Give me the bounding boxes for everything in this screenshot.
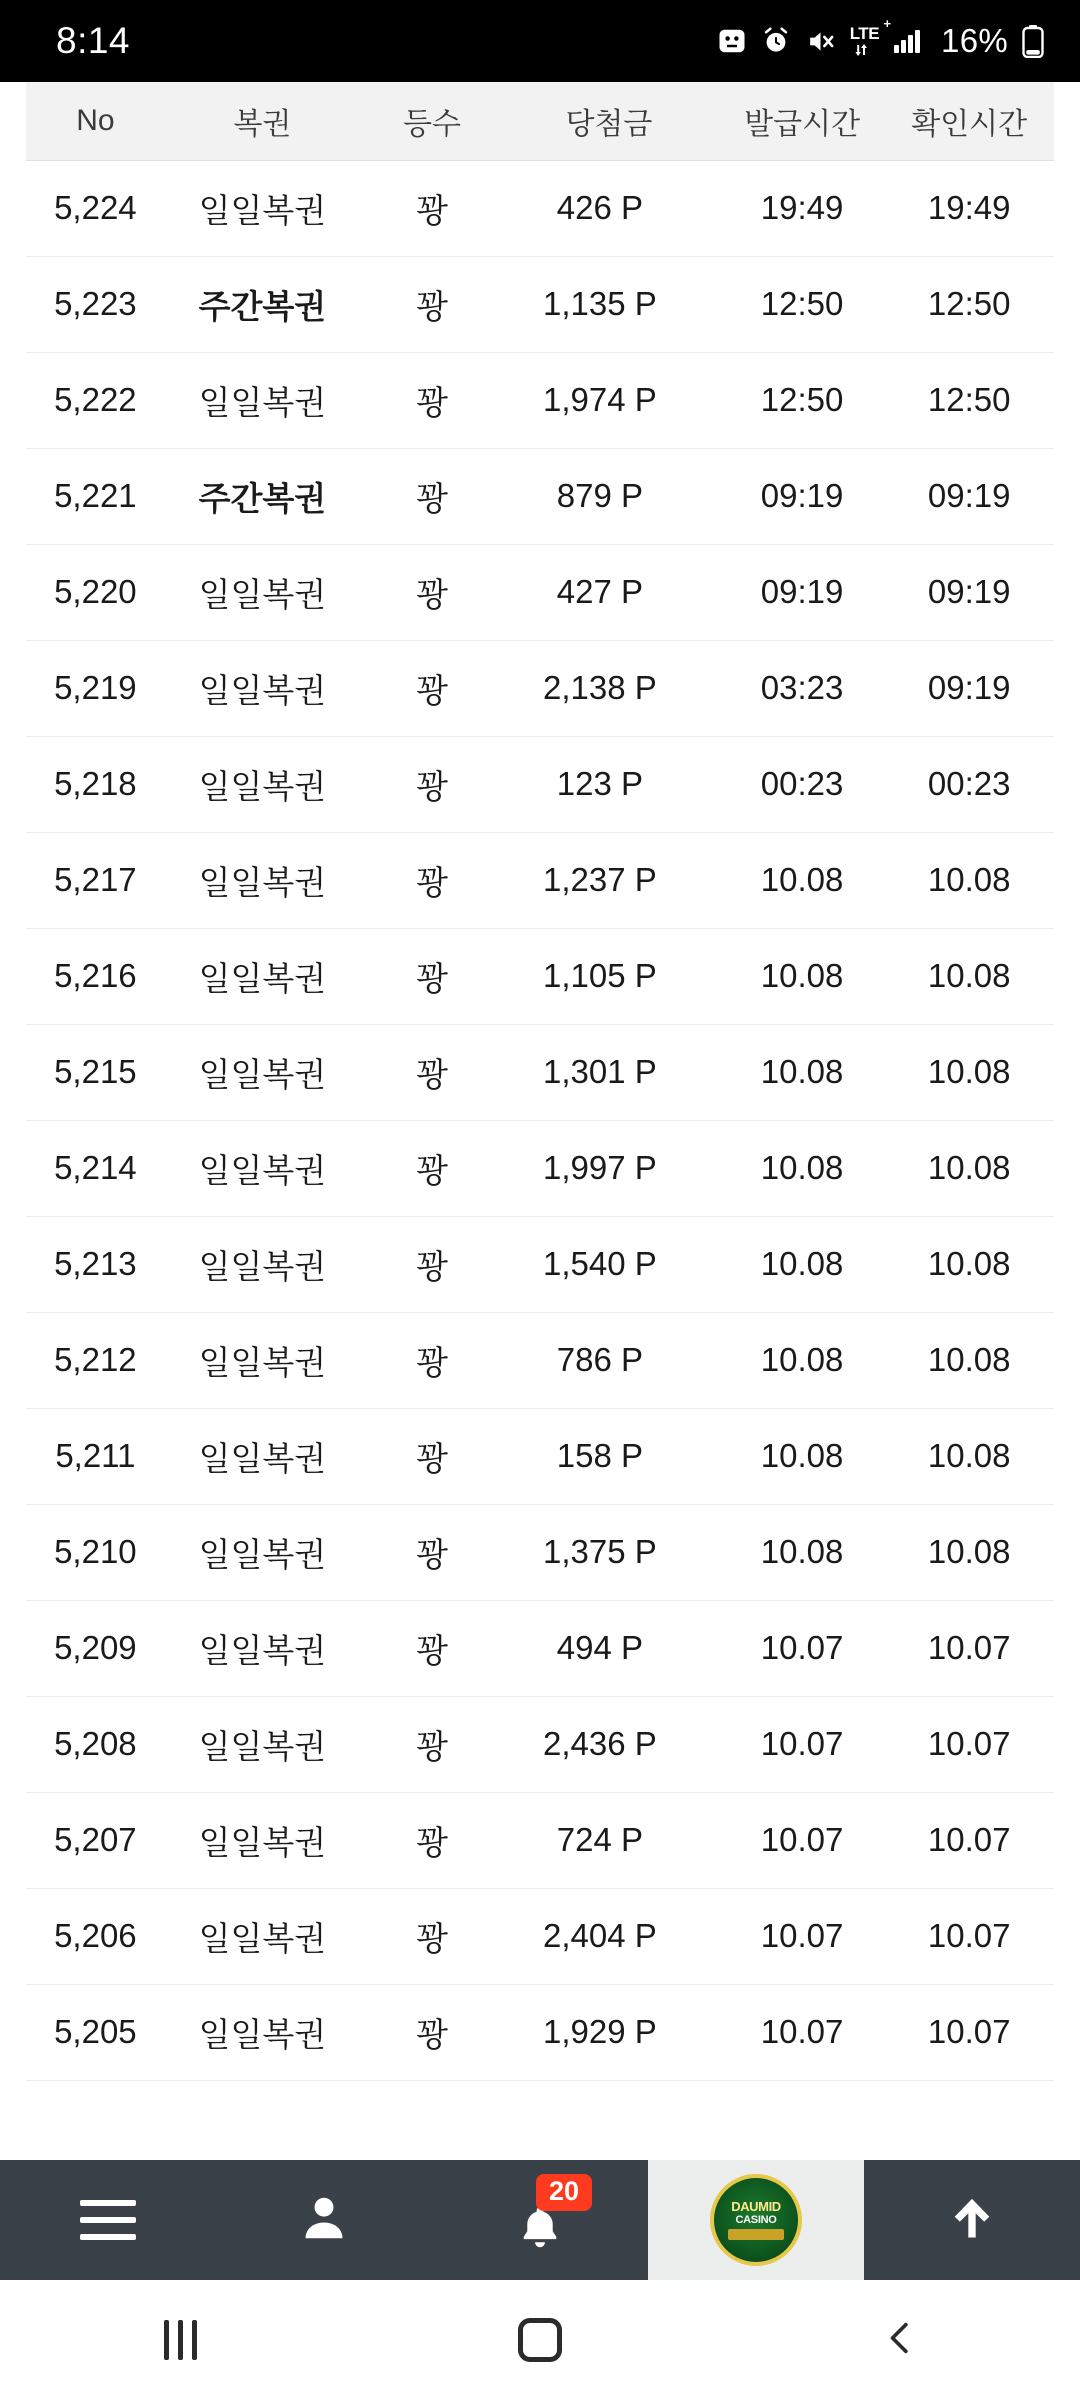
table-header-row xyxy=(26,82,1054,160)
lottery-prize: 1,301 P xyxy=(504,1024,720,1120)
lottery-prize: 1,540 P xyxy=(504,1216,720,1312)
lottery-type: 일일복권 xyxy=(165,1888,360,1984)
lottery-type: 일일복권 xyxy=(165,1792,360,1888)
lottery-check-time: 10.08 xyxy=(884,1504,1054,1600)
lottery-prize: 426 P xyxy=(504,160,720,256)
lottery-rank: 꽝 xyxy=(360,1312,504,1408)
lottery-no: 5,218 xyxy=(26,736,165,832)
lottery-no: 5,214 xyxy=(26,1120,165,1216)
lottery-rank: 꽝 xyxy=(360,448,504,544)
lottery-rank: 꽝 xyxy=(360,544,504,640)
lottery-rank: 꽝 xyxy=(360,1408,504,1504)
lottery-check-time: 12:50 xyxy=(884,256,1054,352)
bottom-navigation-bar xyxy=(0,2160,1080,2280)
home-icon xyxy=(518,2318,562,2362)
lottery-history-table xyxy=(26,82,1054,2081)
lottery-prize: 427 P xyxy=(504,544,720,640)
lottery-check-time: 19:49 xyxy=(884,160,1054,256)
lottery-no: 5,208 xyxy=(26,1696,165,1792)
lottery-rank: 꽝 xyxy=(360,928,504,1024)
casino-button[interactable] xyxy=(648,2160,864,2280)
lottery-prize: 123 P xyxy=(504,736,720,832)
system-navigation-bar xyxy=(0,2280,1080,2400)
table-row[interactable] xyxy=(26,256,1054,352)
recents-button[interactable] xyxy=(120,2280,240,2400)
column-header-check-time: 확인시간 xyxy=(884,82,1054,160)
table-row[interactable] xyxy=(26,1024,1054,1120)
lottery-issue-time: 03:23 xyxy=(720,640,884,736)
lottery-issue-time: 10.08 xyxy=(720,832,884,928)
lottery-check-time: 10.07 xyxy=(884,1792,1054,1888)
lottery-prize: 1,237 P xyxy=(504,832,720,928)
lottery-type: 일일복권 xyxy=(165,736,360,832)
lottery-no: 5,217 xyxy=(26,832,165,928)
table-row[interactable] xyxy=(26,1408,1054,1504)
lottery-type: 일일복권 xyxy=(165,1120,360,1216)
lottery-type: 일일복권 xyxy=(165,352,360,448)
lottery-issue-time: 10.08 xyxy=(720,1312,884,1408)
lottery-issue-time: 10.08 xyxy=(720,1216,884,1312)
lottery-no: 5,210 xyxy=(26,1504,165,1600)
lottery-issue-time: 10.07 xyxy=(720,1696,884,1792)
lottery-prize: 724 P xyxy=(504,1792,720,1888)
lottery-rank: 꽝 xyxy=(360,352,504,448)
lottery-no: 5,211 xyxy=(26,1408,165,1504)
lottery-no: 5,219 xyxy=(26,640,165,736)
back-chevron-icon xyxy=(880,2316,920,2365)
lottery-prize: 786 P xyxy=(504,1312,720,1408)
lottery-no: 5,209 xyxy=(26,1600,165,1696)
status-bar xyxy=(0,0,1080,82)
hamburger-menu-icon xyxy=(80,2200,136,2240)
lottery-rank: 꽝 xyxy=(360,1600,504,1696)
table-row[interactable] xyxy=(26,1792,1054,1888)
lottery-check-time: 10.08 xyxy=(884,1408,1054,1504)
lte-label: LTE xyxy=(849,24,880,43)
lottery-no: 5,221 xyxy=(26,448,165,544)
table-row[interactable] xyxy=(26,736,1054,832)
lottery-check-time: 10.07 xyxy=(884,1984,1054,2080)
table-row[interactable] xyxy=(26,1216,1054,1312)
table-row[interactable] xyxy=(26,448,1054,544)
table-row[interactable] xyxy=(26,1312,1054,1408)
lottery-issue-time: 10.07 xyxy=(720,1600,884,1696)
status-icons xyxy=(717,16,1044,60)
lottery-type: 일일복권 xyxy=(165,1024,360,1120)
lottery-type: 일일복권 xyxy=(165,1408,360,1504)
lottery-rank: 꽝 xyxy=(360,736,504,832)
lottery-rank: 꽝 xyxy=(360,1792,504,1888)
arrow-up-icon xyxy=(946,2192,998,2249)
battery-percent-label: 16% xyxy=(941,22,1008,59)
lottery-check-time: 10.07 xyxy=(884,1888,1054,1984)
lottery-prize: 1,997 P xyxy=(504,1120,720,1216)
casino-subtitle: CASINO xyxy=(735,2214,777,2227)
lottery-check-time: 10.07 xyxy=(884,1600,1054,1696)
lottery-prize: 1,375 P xyxy=(504,1504,720,1600)
profile-button[interactable] xyxy=(216,2160,432,2280)
lottery-prize: 879 P xyxy=(504,448,720,544)
table-row[interactable] xyxy=(26,1600,1054,1696)
lottery-no: 5,224 xyxy=(26,160,165,256)
lottery-check-time: 00:23 xyxy=(884,736,1054,832)
column-header-type: 복권 xyxy=(165,82,360,160)
lottery-rank: 꽝 xyxy=(360,256,504,352)
notifications-button[interactable] xyxy=(432,2160,648,2280)
lottery-check-time: 12:50 xyxy=(884,352,1054,448)
table-row[interactable] xyxy=(26,1120,1054,1216)
casino-badge-icon xyxy=(710,2174,802,2266)
lottery-prize: 2,138 P xyxy=(504,640,720,736)
back-button[interactable] xyxy=(840,2280,960,2400)
menu-button[interactable] xyxy=(0,2160,216,2280)
casino-title: DAUMID xyxy=(731,2198,781,2214)
column-header-no: No xyxy=(26,82,165,160)
lte-plus: + xyxy=(883,16,892,31)
table-row[interactable] xyxy=(26,352,1054,448)
lottery-type: 일일복권 xyxy=(165,1984,360,2080)
lottery-check-time: 10.08 xyxy=(884,1312,1054,1408)
lottery-prize: 158 P xyxy=(504,1408,720,1504)
lottery-no: 5,206 xyxy=(26,1888,165,1984)
recents-icon xyxy=(164,2320,197,2360)
lottery-check-time: 10.08 xyxy=(884,1216,1054,1312)
alarm-clock-icon xyxy=(761,26,791,56)
lottery-prize: 2,436 P xyxy=(504,1696,720,1792)
lottery-check-time: 10.08 xyxy=(884,1024,1054,1120)
lottery-type: 일일복권 xyxy=(165,640,360,736)
lottery-type: 일일복권 xyxy=(165,1312,360,1408)
home-button[interactable] xyxy=(480,2280,600,2400)
lottery-issue-time: 10.07 xyxy=(720,1792,884,1888)
lottery-type: 일일복권 xyxy=(165,1600,360,1696)
column-header-issue-time: 발급시간 xyxy=(720,82,884,160)
lottery-prize: 1,105 P xyxy=(504,928,720,1024)
lottery-no: 5,207 xyxy=(26,1792,165,1888)
lottery-rank: 꽝 xyxy=(360,160,504,256)
lottery-no: 5,216 xyxy=(26,928,165,1024)
table-row[interactable] xyxy=(26,544,1054,640)
lottery-prize: 1,135 P xyxy=(504,256,720,352)
lottery-issue-time: 12:50 xyxy=(720,256,884,352)
lottery-type: 주간복권 xyxy=(165,448,360,544)
lottery-issue-time: 10.07 xyxy=(720,1984,884,2080)
lottery-type: 주간복권 xyxy=(165,256,360,352)
lottery-issue-time: 10.08 xyxy=(720,1024,884,1120)
mute-icon xyxy=(805,26,836,57)
lottery-check-time: 09:19 xyxy=(884,448,1054,544)
lottery-rank: 꽝 xyxy=(360,1216,504,1312)
column-header-rank: 등수 xyxy=(360,82,504,160)
lottery-prize: 2,404 P xyxy=(504,1888,720,1984)
person-icon xyxy=(297,2191,351,2250)
lottery-type: 일일복권 xyxy=(165,928,360,1024)
lottery-type: 일일복권 xyxy=(165,1216,360,1312)
lottery-issue-time: 12:50 xyxy=(720,352,884,448)
lottery-no: 5,222 xyxy=(26,352,165,448)
lottery-issue-time: 10.08 xyxy=(720,928,884,1024)
lottery-rank: 꽝 xyxy=(360,1888,504,1984)
lottery-check-time: 09:19 xyxy=(884,544,1054,640)
lottery-no: 5,212 xyxy=(26,1312,165,1408)
lottery-type: 일일복권 xyxy=(165,160,360,256)
table-row[interactable] xyxy=(26,1984,1054,2080)
lottery-check-time: 10.07 xyxy=(884,1696,1054,1792)
table-header xyxy=(26,82,1054,160)
lottery-rank: 꽝 xyxy=(360,1504,504,1600)
lottery-check-time: 09:19 xyxy=(884,640,1054,736)
lottery-type: 일일복권 xyxy=(165,544,360,640)
app-notification-icon xyxy=(717,26,747,56)
casino-bar xyxy=(728,2229,784,2240)
notification-badge: 20 xyxy=(536,2174,592,2211)
lottery-rank: 꽝 xyxy=(360,1696,504,1792)
lottery-issue-time: 09:19 xyxy=(720,448,884,544)
status-clock: 8:14 xyxy=(56,20,131,61)
lottery-rank: 꽝 xyxy=(360,1024,504,1120)
table-row[interactable] xyxy=(26,1504,1054,1600)
table-row[interactable] xyxy=(26,928,1054,1024)
lottery-type: 일일복권 xyxy=(165,832,360,928)
lottery-prize: 1,974 P xyxy=(504,352,720,448)
lottery-history-content xyxy=(0,82,1080,2160)
lte-icon xyxy=(849,16,892,57)
lottery-no: 5,205 xyxy=(26,1984,165,2080)
signal-bars-icon xyxy=(893,28,923,54)
column-header-prize: 당첨금 xyxy=(504,82,720,160)
lottery-type: 일일복권 xyxy=(165,1696,360,1792)
lottery-prize: 1,929 P xyxy=(504,1984,720,2080)
lottery-check-time: 10.08 xyxy=(884,832,1054,928)
lottery-no: 5,215 xyxy=(26,1024,165,1120)
lottery-issue-time: 09:19 xyxy=(720,544,884,640)
lottery-no: 5,213 xyxy=(26,1216,165,1312)
lottery-issue-time: 10.08 xyxy=(720,1120,884,1216)
table-body xyxy=(26,160,1054,2080)
lottery-issue-time: 10.08 xyxy=(720,1408,884,1504)
lottery-rank: 꽝 xyxy=(360,1984,504,2080)
battery-icon xyxy=(1022,24,1044,58)
lottery-issue-time: 00:23 xyxy=(720,736,884,832)
lottery-no: 5,223 xyxy=(26,256,165,352)
table-row[interactable] xyxy=(26,1696,1054,1792)
lottery-issue-time: 10.08 xyxy=(720,1504,884,1600)
scroll-top-button[interactable] xyxy=(864,2160,1080,2280)
lottery-prize: 494 P xyxy=(504,1600,720,1696)
lottery-rank: 꽝 xyxy=(360,1120,504,1216)
lottery-rank: 꽝 xyxy=(360,832,504,928)
lottery-issue-time: 19:49 xyxy=(720,160,884,256)
lottery-check-time: 10.08 xyxy=(884,1120,1054,1216)
lottery-no: 5,220 xyxy=(26,544,165,640)
lottery-check-time: 10.08 xyxy=(884,928,1054,1024)
lottery-rank: 꽝 xyxy=(360,640,504,736)
table-row[interactable] xyxy=(26,1888,1054,1984)
table-row[interactable] xyxy=(26,832,1054,928)
lottery-issue-time: 10.07 xyxy=(720,1888,884,1984)
lottery-type: 일일복권 xyxy=(165,1504,360,1600)
table-row[interactable] xyxy=(26,160,1054,256)
table-row[interactable] xyxy=(26,640,1054,736)
